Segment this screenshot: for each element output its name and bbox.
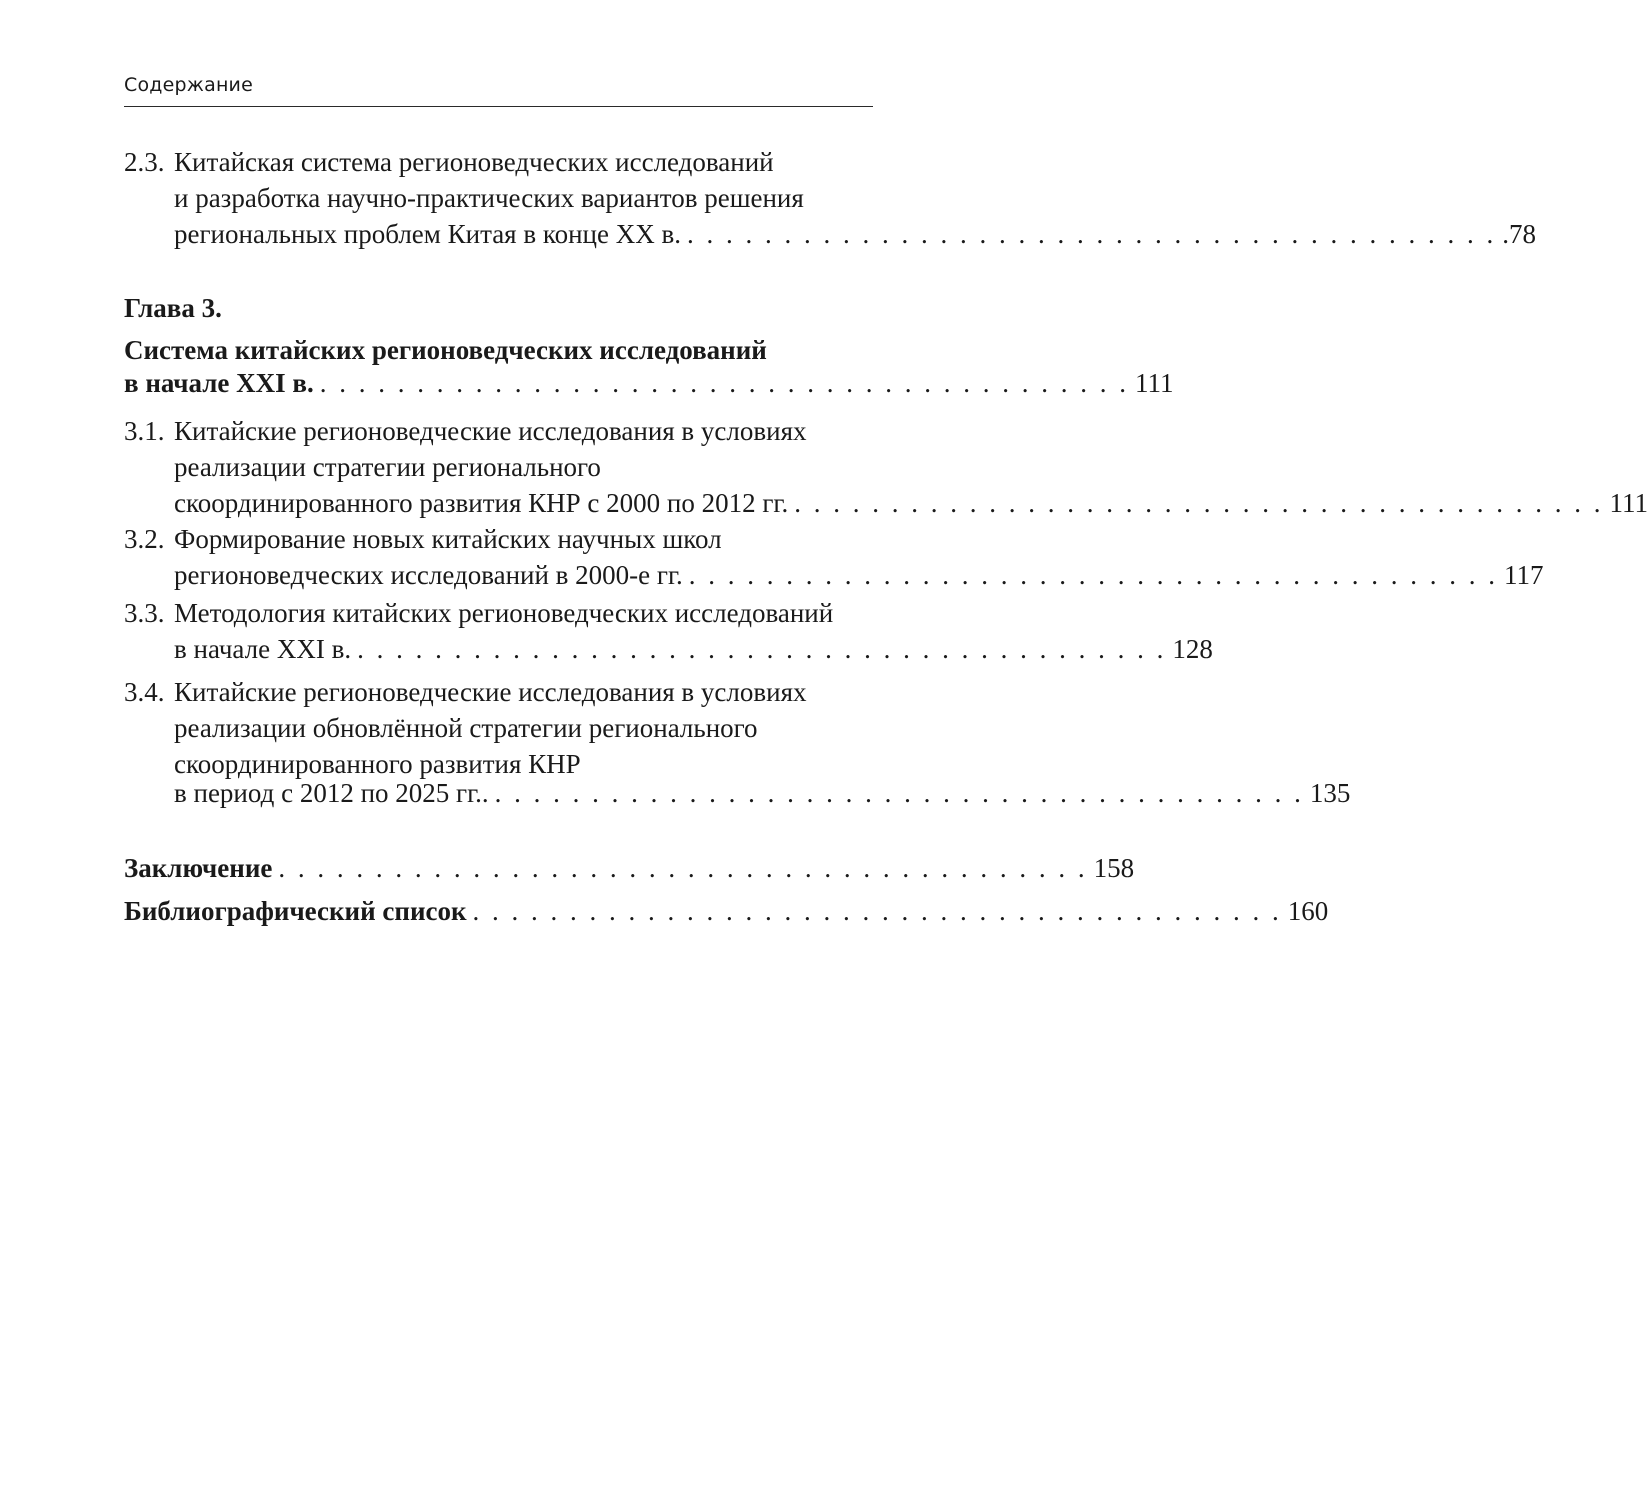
toc-page-number: 158 — [1093, 853, 1135, 883]
toc-page-number: 128 — [1172, 634, 1213, 664]
toc-entry-number: 3.4. — [124, 677, 165, 707]
dot-leader: . . . . . . . . . . . . . . . . . . . . . . . . . . . . . . . . . . . . . . . . . . — [794, 488, 1604, 518]
chapter-label: Глава 3. — [124, 293, 222, 323]
toc-page-number: 117 — [1504, 560, 1544, 590]
dot-leader: . . . . . . . . . . . . . . . . . . . . . . . . . . . . . . . . . . . . . . . . . . — [686, 219, 1497, 249]
toc-entry-title-line: реализации стратегии регионального — [174, 452, 601, 482]
toc-entry-title-line: Китайская система регионоведческих исследований — [174, 147, 774, 177]
chapter-title-line: Система китайских регионоведческих исследований — [124, 335, 767, 365]
toc-entry-title-line: и разработка научно-практических вариантов решения — [174, 183, 804, 213]
dot-leader: . . . . . . . . . . . . . . . . . . . . . . . . . . . . . . . . . . . . . . . . . . — [688, 560, 1499, 590]
toc-entry-number: 2.3. — [124, 147, 165, 177]
dot-leader: . . . . . . . . . . . . . . . . . . . . . . . . . . . . . . . . . . . . . . . . . . — [278, 853, 1088, 883]
toc-entry-title-line: Китайские регионоведческие исследования в условиях — [174, 677, 807, 707]
toc-entry-number: 3.2. — [124, 524, 165, 554]
toc-entry-title-line: в период с 2012 по 2025 гг.. — [174, 778, 489, 808]
toc-entry-title-line: реализации обновлённой стратегии регионального — [174, 713, 758, 743]
toc-entry-title-line: регионоведческих исследований в 2000-е гг. — [174, 560, 683, 590]
toc-page-number: 160 — [1287, 896, 1329, 926]
toc-entry-title: Библиографический список — [124, 896, 467, 926]
header-rule — [124, 106, 873, 107]
toc-entry-title-line: в начале XXI в. — [174, 634, 352, 664]
dot-leader: . . . . . . . . . . . . . . . . . . . . . . . . . . . . . . . . . . . . . . . . . . — [494, 778, 1304, 808]
toc-entry-title-line: скоординированного развития КНР — [174, 749, 581, 779]
toc-page-number: 135 — [1309, 778, 1351, 808]
toc-entry-title: Заключение — [124, 853, 273, 883]
chapter-title-line: в начале XXI в. — [124, 368, 314, 398]
toc-entry-title-line: скоординированного развития КНР с 2000 по 2012 гг. — [174, 488, 789, 518]
toc-entry-title-line: Формирование новых китайских научных школ — [174, 524, 722, 554]
dot-leader: . . . . . . . . . . . . . . . . . . . . . . . . . . . . . . . . . . . . . . . . . . — [357, 634, 1167, 664]
toc-entry-title-line: Методология китайских регионоведческих исследований — [174, 598, 834, 628]
toc-entry-title-line: региональных проблем Китая в конце XX в. — [174, 219, 681, 249]
toc-page-number: 111 — [1135, 368, 1174, 398]
toc-page-number: .78 — [1502, 219, 1536, 249]
toc-page-number: 111 — [1609, 488, 1648, 518]
toc-entry-title-line: Китайские регионоведческие исследования в условиях — [174, 416, 807, 446]
running-head-title: Содержание — [124, 74, 253, 96]
toc-entry-number: 3.1. — [124, 416, 165, 446]
toc-entry-number: 3.3. — [124, 598, 165, 628]
dot-leader: . . . . . . . . . . . . . . . . . . . . . . . . . . . . . . . . . . . . . . . . . . — [319, 368, 1129, 398]
dot-leader: . . . . . . . . . . . . . . . . . . . . . . . . . . . . . . . . . . . . . . . . . . — [472, 896, 1282, 926]
